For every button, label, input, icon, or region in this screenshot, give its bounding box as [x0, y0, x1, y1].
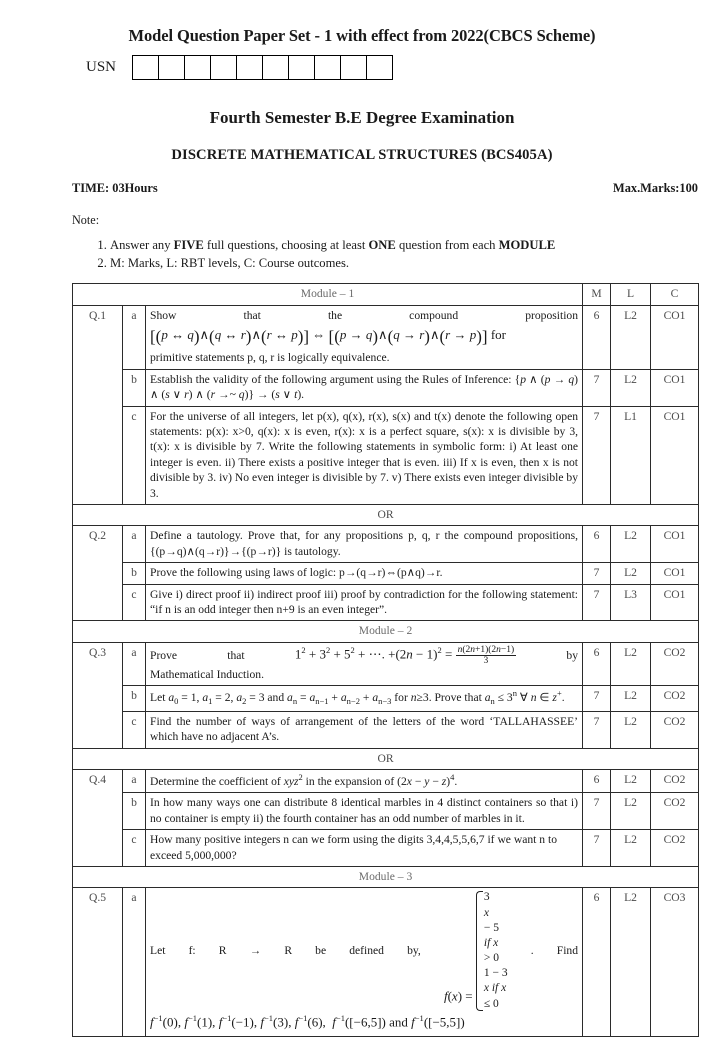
module-divider-row	[73, 867, 699, 888]
time-label: TIME: 03Hours	[72, 181, 158, 195]
marks-value: 7	[583, 406, 611, 504]
course-outcome-value: CO2	[651, 830, 699, 867]
question-paper-table	[72, 283, 699, 1037]
course-outcome-value: CO1	[651, 563, 699, 584]
part-letter: b	[123, 793, 146, 830]
page-title: Model Question Paper Set - 1 with effect from 2022(CBCS Scheme)	[128, 26, 596, 45]
part-letter: b	[123, 686, 146, 711]
marks-value: 7	[583, 686, 611, 711]
table-row	[73, 563, 699, 584]
question-text: Determine the coefficient of xyz$^2$ in the expansion of $(2x - y - z)^4$.	[146, 770, 583, 793]
marks-value: 7	[583, 711, 611, 748]
max-marks-label: Max.Marks:100	[613, 181, 698, 195]
part-letter: c	[123, 584, 146, 621]
question-text: Establish the validity of the following argument using the Rules of Inference: {p ∧ (p → q) ∧ (s ∨ r) ∧ (r →~ q)} → (s ∨ t).	[146, 369, 583, 406]
rbt-level-value: L2	[611, 369, 651, 406]
rbt-level-value: L2	[611, 305, 651, 369]
course-outcome-value: CO1	[651, 369, 699, 406]
question-text: Show that the compound proposition [(p ↔ q)∧(q ↔ r)∧(r ↔ p)] ⇔ [(p → q)∧(q → r)∧(r → p)] for primitive statements p, q, r is logically equivalence.	[146, 305, 583, 369]
table-row	[73, 406, 699, 504]
col-header-c: C	[651, 284, 699, 305]
question-text: Prove the following using laws of logic: p→(q→r)⇔(p∧q)→r.	[146, 563, 583, 584]
module-2-heading: Module – 2	[73, 621, 699, 642]
marks-value: 6	[583, 770, 611, 793]
question-number: Q.3	[73, 642, 123, 748]
usn-label: USN	[86, 59, 117, 75]
rbt-level-value: L2	[611, 642, 651, 686]
module-3-heading: Module – 3	[73, 867, 699, 888]
note-label: Note:	[72, 213, 100, 227]
marks-value: 6	[583, 305, 611, 369]
question-text: For the universe of all integers, let p(x), q(x), r(x), s(x) and t(x) denote the following open statements: p(x): x>0, q(x): x is even, r(x): x is a perfect square, s(x): x is divisible by 3, t(x): x is divisible by 7. Write the following statements in symbolic form: i) At least one integer is even. ii) There exists a positive integer that is even. iii) If x is even, then x is not divisible by 3. iv) No even integer is divisible by 7. v) There exists even integer divisible by 3.	[146, 406, 583, 504]
marks-value: 7	[583, 563, 611, 584]
question-text: Let $a_0 = 1$, $a_1 = 2$, $a_2 = 3$ and $a_n = a_{n-1} + a_{n-2} + a_{n-3}$ for n≥3. Prove that $a_n \le 3^n$ ∀ n ∈ z+.	[146, 686, 583, 711]
part-letter: a	[123, 526, 146, 563]
part-letter: c	[123, 711, 146, 748]
part-letter: a	[123, 770, 146, 793]
math-expression: [(p ↔ q)∧(q ↔ r)∧(r ↔ p)] ⇔ [(p → q)∧(q → r)∧(r → p)] for	[150, 327, 506, 347]
note-list	[0, 237, 724, 271]
question-text: How many positive integers n can we form using the digits 3,4,4,5,5,6,7 if we want n to exceed 5,000,000?	[146, 830, 583, 867]
note-item-1: 1. Answer any FIVE full questions, choosing at least ONE question from each MODULE	[110, 237, 724, 254]
course-outcome-value: CO1	[651, 406, 699, 504]
exam-heading: Fourth Semester B.E Degree Examination	[209, 108, 515, 127]
course-outcome-value: CO2	[651, 770, 699, 793]
module-divider-row	[73, 621, 699, 642]
module-1-heading: Module – 1	[73, 284, 583, 305]
usn-box-3[interactable]	[185, 56, 211, 79]
course-outcome-value: CO1	[651, 526, 699, 563]
usn-input-boxes[interactable]	[132, 55, 393, 80]
col-header-m: M	[583, 284, 611, 305]
part-letter: c	[123, 406, 146, 504]
course-outcome-value: CO1	[651, 584, 699, 621]
question-text: Let f: R → R be defined by, f(x) = 3 x − 5 if x > 0 1 − 3 x if x ≤ 0 . Find $f^{-1}(0)$, $f^{-1}(1)$, $f^{-1}(-1)$, $f^{-1}(3)$, $f^{-1}(6)$, $f^{-1}([-6,5])$ and $f^{-1}([-5,5])$	[146, 888, 583, 1037]
usn-box-1[interactable]	[133, 56, 159, 79]
rbt-level-value: L1	[611, 406, 651, 504]
marks-value: 6	[583, 642, 611, 686]
usn-row	[0, 55, 724, 80]
table-row	[73, 830, 699, 867]
question-text: Prove that $1^2 + 3^2 + 5^2$ + ⋯. $+(2n - 1)^2$ = $\frac{n(2n+1)(2n-1)}{3}$ by Mathematical Induction.	[146, 642, 583, 686]
exam-paper-page	[0, 26, 724, 1050]
marks-value: 6	[583, 526, 611, 563]
part-letter: a	[123, 642, 146, 686]
rbt-level-value: L2	[611, 563, 651, 584]
part-letter: a	[123, 305, 146, 369]
part-letter: b	[123, 369, 146, 406]
usn-box-8[interactable]	[315, 56, 341, 79]
part-letter: b	[123, 563, 146, 584]
usn-box-10[interactable]	[367, 56, 393, 79]
question-text: Find the number of ways of arrangement of the letters of the word ‘TALLAHASSEE’ which have no adjacent A’s.	[146, 711, 583, 748]
rbt-level-value: L2	[611, 793, 651, 830]
math-expression: f(x) = 3 x − 5 if x > 0 1 − 3 x if x ≤ 0	[444, 890, 508, 1011]
question-text: In how many ways one can distribute 8 identical marbles in 4 distinct containers so that i) no container is empty ii) the fourth container has an odd number of marbles in it.	[146, 793, 583, 830]
note-item-2: 2. M: Marks, L: RBT levels, C: Course outcomes.	[110, 255, 724, 272]
usn-box-4[interactable]	[211, 56, 237, 79]
rbt-level-value: L2	[611, 526, 651, 563]
part-letter: a	[123, 888, 146, 1037]
usn-box-6[interactable]	[263, 56, 289, 79]
course-outcome-value: CO2	[651, 642, 699, 686]
rbt-level-value: L2	[611, 711, 651, 748]
table-row	[73, 888, 699, 1037]
math-expression-2: $f^{-1}(0)$, $f^{-1}(1)$, $f^{-1}(-1)$, $f^{-1}(3)$, $f^{-1}(6)$, $f^{-1}([-6,5])$ and $f^{-1}([-5,5])$	[150, 1012, 465, 1030]
table-row	[73, 305, 699, 369]
marks-value: 7	[583, 584, 611, 621]
question-number: Q.2	[73, 526, 123, 621]
or-divider-row	[73, 748, 699, 769]
usn-box-5[interactable]	[237, 56, 263, 79]
table-row	[73, 711, 699, 748]
or-divider-row	[73, 504, 699, 525]
table-row	[73, 584, 699, 621]
course-outcome-value: CO3	[651, 888, 699, 1037]
rbt-level-value: L3	[611, 584, 651, 621]
marks-value: 7	[583, 369, 611, 406]
subject-heading: DISCRETE MATHEMATICAL STRUCTURES (BCS405A)	[171, 147, 553, 163]
rbt-level-value: L2	[611, 830, 651, 867]
marks-value: 7	[583, 830, 611, 867]
table-row	[73, 686, 699, 711]
or-label: OR	[73, 748, 699, 769]
rbt-level-value: L2	[611, 770, 651, 793]
or-label: OR	[73, 504, 699, 525]
course-outcome-value: CO2	[651, 686, 699, 711]
course-outcome-value: CO2	[651, 793, 699, 830]
course-outcome-value: CO2	[651, 711, 699, 748]
table-row	[73, 793, 699, 830]
marks-value: 6	[583, 888, 611, 1037]
table-header-row	[73, 284, 699, 305]
table-row	[73, 369, 699, 406]
usn-box-2[interactable]	[159, 56, 185, 79]
usn-box-9[interactable]	[341, 56, 367, 79]
question-number: Q.1	[73, 305, 123, 504]
question-number: Q.5	[73, 888, 123, 1037]
question-text: Define a tautology. Prove that, for any propositions p, q, r the compound propositions, {(p→q)∧(q→r)}→{(p→r)} is tautology.	[146, 526, 583, 563]
part-letter: c	[123, 830, 146, 867]
table-row	[73, 770, 699, 793]
marks-value: 7	[583, 793, 611, 830]
table-row	[73, 526, 699, 563]
exam-meta-row	[0, 181, 724, 196]
usn-box-7[interactable]	[289, 56, 315, 79]
rbt-level-value: L2	[611, 686, 651, 711]
course-outcome-value: CO1	[651, 305, 699, 369]
col-header-l: L	[611, 284, 651, 305]
question-text: Give i) direct proof ii) indirect proof iii) proof by contradiction for the following statement: “if n is an odd integer then n+9 is an even integer”.	[146, 584, 583, 621]
math-expression: $1^2 + 3^2 + 5^2$ + ⋯. $+(2n - 1)^2$ = $\frac{n(2n+1)(2n-1)}{3}$	[294, 644, 515, 667]
rbt-level-value: L2	[611, 888, 651, 1037]
table-row	[73, 642, 699, 686]
question-number: Q.4	[73, 770, 123, 867]
